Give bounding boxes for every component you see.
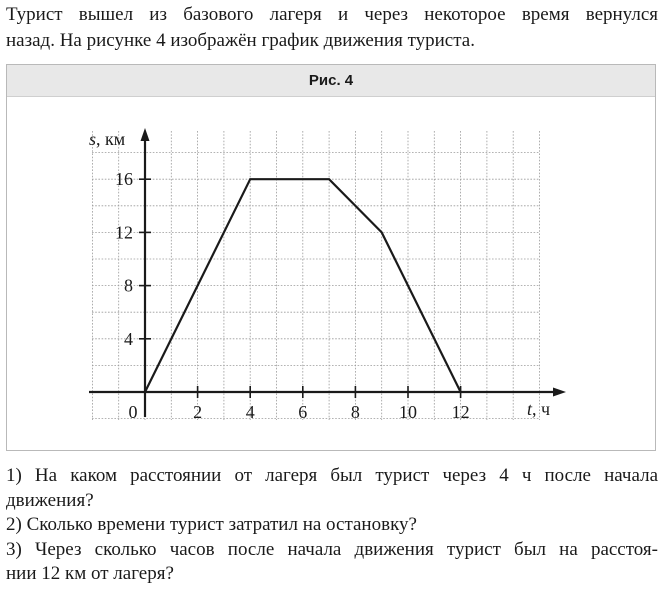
chart-grid — [92, 131, 540, 420]
intro-line-2: назад. На рисунке 4 изображён график движения туриста. — [6, 30, 475, 51]
y-tick-label: 8 — [124, 275, 133, 296]
question-1-line-1: 1) На каком расстоянии от лагеря был турист через 4 ч после начала — [6, 465, 658, 486]
intro-line-1: Турист вышел из базового лагеря и через некоторое время вернулся — [6, 4, 658, 25]
question-3 — [6, 538, 658, 587]
y-tick-label: 4 — [124, 328, 133, 349]
question-1 — [6, 464, 658, 513]
figure-title: Рис. 4 — [7, 65, 655, 97]
chart-axes — [89, 128, 566, 417]
question-2-line-1: 2) Сколько времени турист затратил на остановку? — [6, 514, 417, 535]
question-1-line-2: движения? — [6, 489, 94, 511]
x-axis-label: t, ч — [527, 399, 551, 419]
y-axis-arrow — [141, 128, 150, 141]
figure-panel — [6, 64, 656, 451]
problem-intro — [6, 2, 658, 54]
x-axis-arrow — [553, 388, 566, 397]
x-tick-label: 2 — [193, 402, 203, 422]
x-tick-label: 12 — [451, 402, 470, 422]
x-tick-label: 6 — [298, 402, 308, 422]
x-tick-label: 10 — [399, 402, 417, 422]
question-3-line-2: нии 12 км от лагеря? — [6, 563, 174, 584]
y-axis-label: s, км — [89, 129, 126, 149]
distance-time-chart — [7, 65, 655, 450]
chart-ticks — [115, 169, 470, 422]
y-tick-label: 16 — [115, 169, 133, 190]
question-3-line-1: 3) Через сколько часов после начала движения турист был на расстоя- — [6, 538, 658, 560]
x-tick-label: 0 — [128, 402, 138, 422]
question-2 — [6, 513, 658, 538]
questions-list — [6, 464, 658, 587]
x-tick-label: 8 — [350, 402, 360, 422]
x-tick-label: 4 — [245, 402, 255, 422]
y-tick-label: 12 — [115, 222, 133, 243]
